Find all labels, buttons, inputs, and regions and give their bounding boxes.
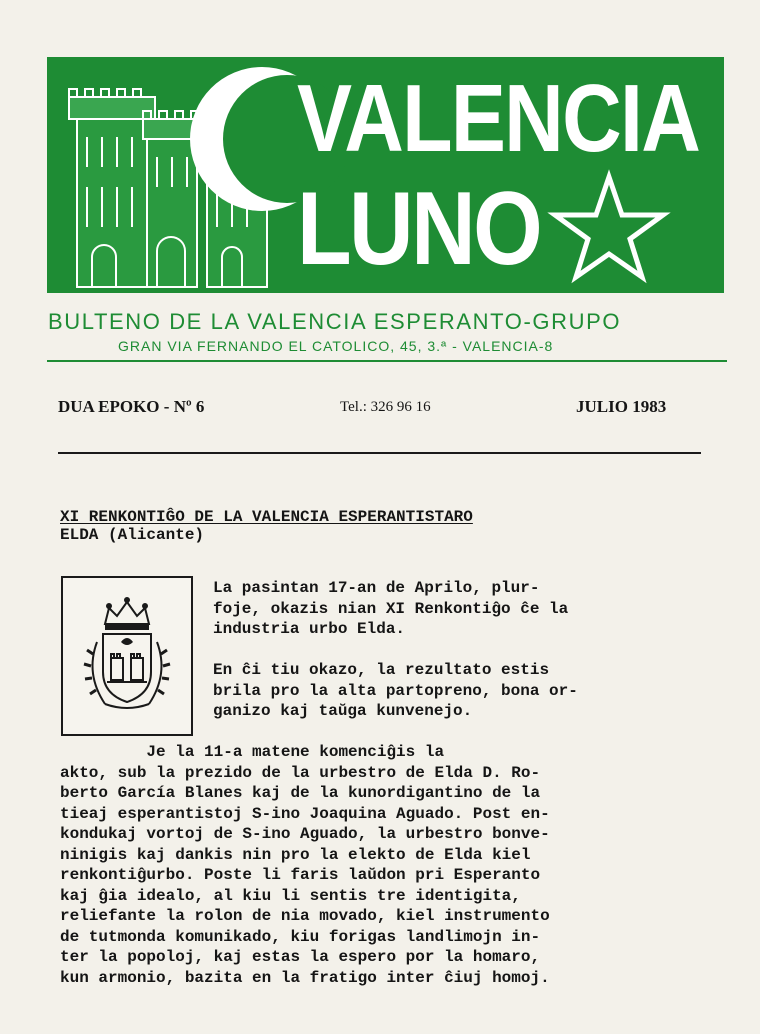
issue-date: JULIO 1983 <box>576 397 667 416</box>
crest-frame <box>61 576 193 736</box>
black-divider <box>58 452 701 454</box>
article-paragraph-1: La pasintan 17-an de Aprilo, plur- foje, okazis nian XI Renkontiĝo ĉe la industria urbo Elda. <box>213 579 569 638</box>
masthead <box>47 57 724 293</box>
elda-coat-of-arms-icon <box>75 594 179 718</box>
bulletin-name: BULTENO DE LA VALENCIA ESPERANTO-GRUPO <box>48 309 622 334</box>
article-paragraph-2: En ĉi tiu okazo, la rezultato estis brila pro la alta partopreno, bona or- ganizo kaj taŭga kunvenejo. <box>213 661 578 720</box>
headline-line-2: ELDA (Alicante) <box>60 526 205 544</box>
article-headline <box>60 508 700 544</box>
masthead-subtitle: LUNO <box>297 171 541 287</box>
headline-line-1: XI RENKONTIĜO DE LA VALENCIA ESPERANTISTARO <box>60 508 473 526</box>
masthead-title: VALENCIA <box>297 65 700 172</box>
issue-line <box>58 397 703 421</box>
group-address: GRAN VIA FERNANDO EL CATOLICO, 45, 3.ª - VALENCIA-8 <box>118 338 554 354</box>
green-divider <box>47 360 727 362</box>
article-paragraph-3: Je la 11-a matene komenciĝis la akto, sub la prezido de la urbestro de Elda D. Ro- berto García Blanes kaj de la kunordigantino de la tieaj esperantistoj S-ino Joaquina Aguado. Post en- kondukaj vortoj de S-ino Aguado, la urbestro bonve- ninigis kaj dankis nin pro la elekto de Elda kiel renkontiĝurbo. Poste li faris laŭdon pri Esperanto kaj ĝia idealo, al kiu li sentis tre identigita, reliefante la rolon de nia movado, kiel instrumento de tutmonda komunikado, kiu forigas landlimojn in- ter la popoloj, kaj estas la espero por la homaro, kun armonio, bazita en la fratigo inter ĉiuj homoj. <box>60 743 550 987</box>
issue-epoch: DUA EPOKO - Nº 6 <box>58 397 205 416</box>
star-icon <box>555 177 663 277</box>
issue-telephone: Tel.: 326 96 16 <box>340 399 431 415</box>
